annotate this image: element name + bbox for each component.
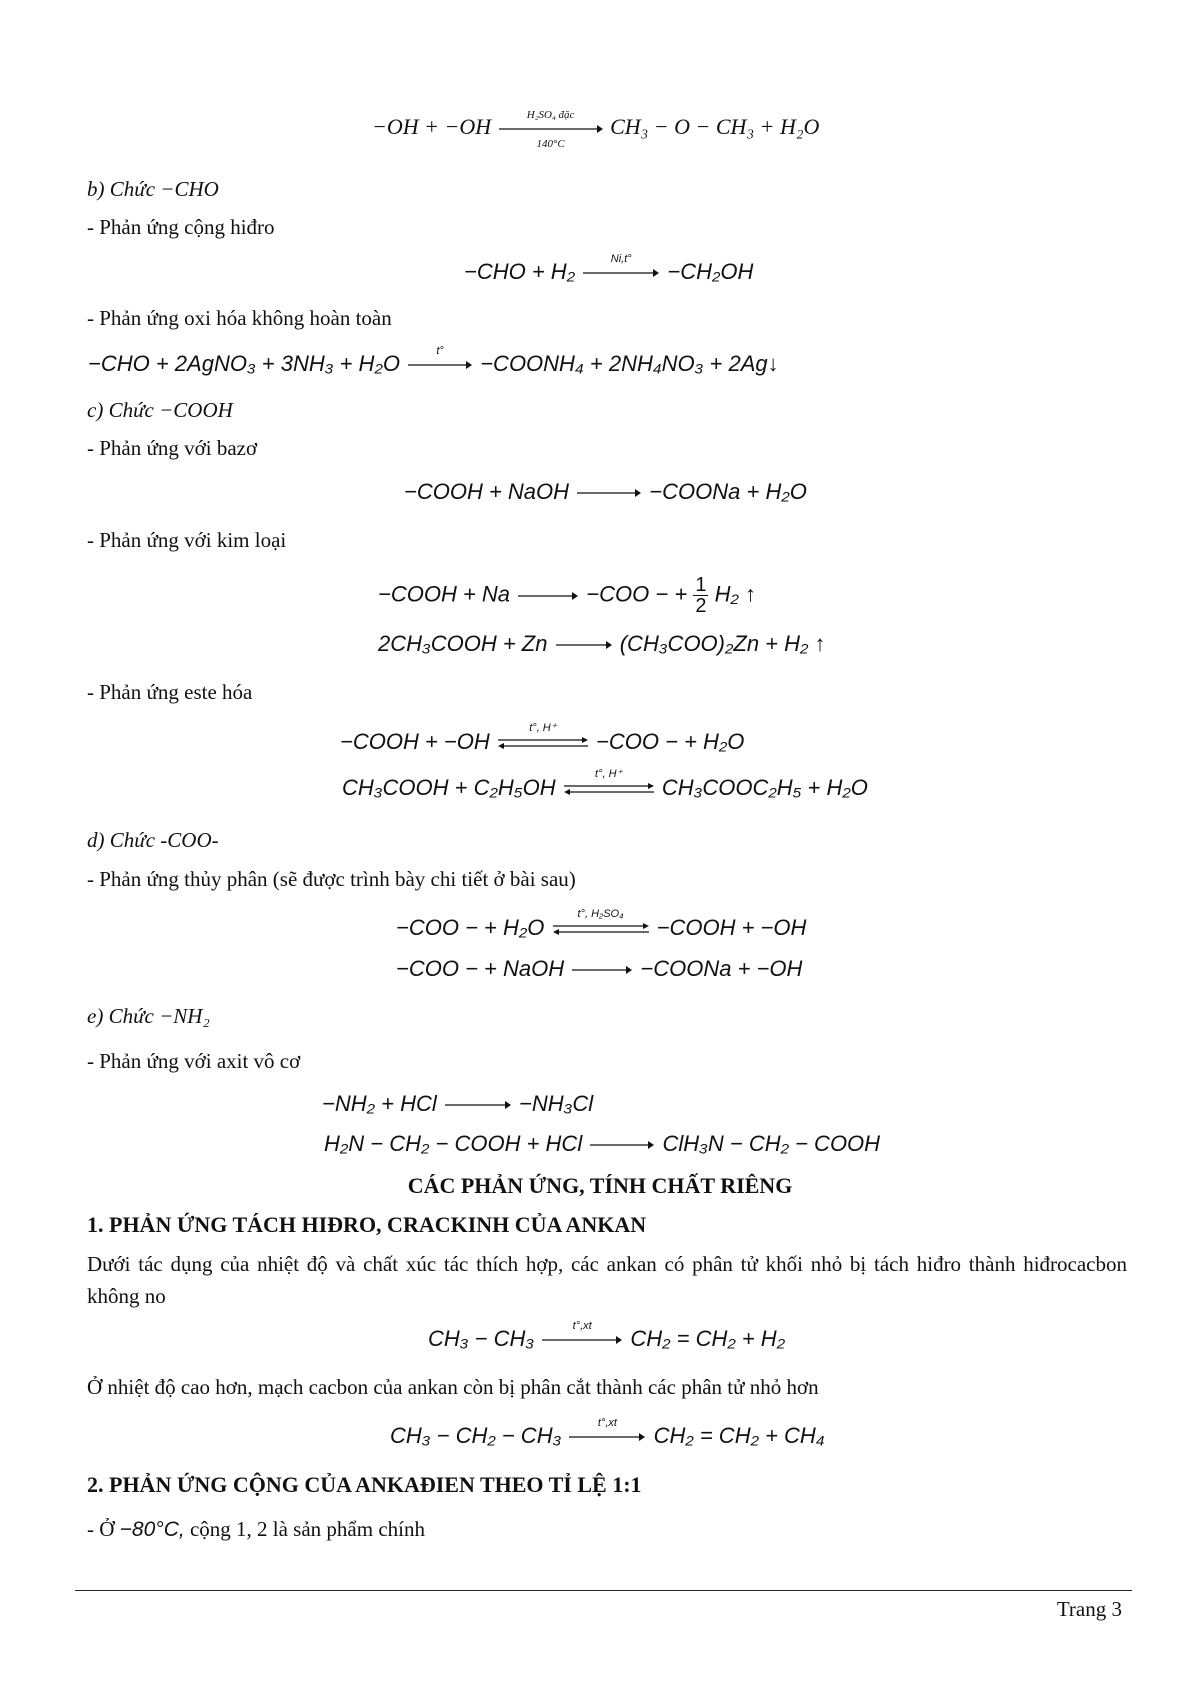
- section-2-title: 2. PHẢN ỨNG CỘNG CỦA ANKAĐIEN THEO TỈ LỆ 1:1: [87, 1472, 642, 1497]
- arrow-condition: t°, H⁺: [529, 722, 557, 735]
- section-2-item1: [87, 1516, 425, 1543]
- eq-right: −COONH₄ + 2NH₄NO₃ + 2Ag↓: [480, 351, 779, 376]
- eq-right: −COO − +: [586, 581, 688, 607]
- equation-d2: [396, 955, 802, 983]
- page-number: Trang 3: [1056, 1597, 1122, 1621]
- reaction-arrow: [569, 1417, 645, 1442]
- arrow-icon: [542, 1335, 622, 1345]
- arrow-icon: [556, 640, 612, 650]
- section-d-title: d) Chức -COO-: [87, 828, 219, 852]
- section-1-title: 1. PHẢN ỨNG TÁCH HIĐRO, CRACKINH CỦA ANKAN: [87, 1212, 647, 1237]
- eq-left: −NH₂ + HCl: [322, 1091, 437, 1116]
- eq-left: H₂N − CH₂ − COOH + HCl: [324, 1131, 583, 1156]
- equation-d1: [396, 908, 807, 942]
- eq-right: CH₃COOC₂H₅ + H₂O: [661, 775, 868, 800]
- section-c-item2: - Phản ứng với kim loại: [87, 528, 287, 552]
- arrow-condition: t°: [436, 345, 444, 358]
- reaction-arrow: [572, 965, 632, 975]
- arrow-condition: t°,xt: [597, 1417, 617, 1430]
- section-c-title: c) Chức −COOH: [87, 398, 233, 422]
- equation-ether: [372, 108, 820, 150]
- reaction-arrow: [518, 591, 578, 601]
- temperature-value: −80°C,: [119, 1518, 185, 1541]
- eq-left: 2CH₃COOH + Zn: [378, 631, 548, 656]
- equation-e1: [322, 1090, 593, 1118]
- arrow-condition-bottom: 140°C: [536, 137, 565, 150]
- eq-left: CH₃COOH + C₂H₅OH: [342, 775, 556, 800]
- fraction-one-half: [693, 575, 708, 616]
- section-c-item1: - Phản ứng với bazơ: [87, 436, 258, 460]
- reaction-arrow: [556, 640, 612, 650]
- section-c-item3: - Phản ứng este hóa: [87, 680, 253, 704]
- eq-left: −COOH + −OH: [340, 729, 490, 754]
- equation-e2: [324, 1130, 880, 1158]
- arrow-icon: [590, 1140, 654, 1150]
- eq-right: −COONa + −OH: [640, 956, 803, 981]
- arrow-icon: [572, 965, 632, 975]
- eq-left: −CHO + H₂: [464, 259, 576, 284]
- arrow-icon: [577, 488, 641, 498]
- reaction-arrow: [408, 345, 472, 370]
- eq-left: −COO − + NaOH: [396, 956, 565, 981]
- arrow-icon: [518, 591, 578, 601]
- eq-right: ClH₃N − CH₂ − COOH: [662, 1131, 881, 1156]
- arrow-condition: Ni,t°: [610, 253, 632, 266]
- item-suffix: cộng 1, 2 là sản phẩm chính: [189, 1517, 425, 1541]
- reversible-arrow-icon: [498, 737, 588, 749]
- reaction-arrow: [445, 1100, 511, 1110]
- fraction-denominator: 2: [695, 595, 707, 617]
- section-e-item1: - Phản ứng với axit vô cơ: [87, 1049, 301, 1073]
- arrow-icon: [445, 1100, 511, 1110]
- reversible-arrow-icon: [564, 783, 654, 795]
- equation-c4: [340, 722, 745, 756]
- equation-1-2: [390, 1417, 825, 1450]
- equation-b1: [464, 253, 754, 286]
- footer-divider: [75, 1590, 1132, 1591]
- arrow-icon: [569, 1432, 645, 1442]
- eq-right: −COO − + H₂O: [596, 729, 745, 754]
- section-d-item1: - Phản ứng thủy phân (sẽ được trình bày chi tiết ở bài sau): [87, 867, 576, 891]
- main-heading: CÁC PHẢN ỨNG, TÍNH CHẤT RIÊNG: [407, 1173, 793, 1198]
- eq-right-tail: H₂ ↑: [714, 581, 756, 607]
- equation-1-1: [428, 1320, 786, 1353]
- arrow-icon: [408, 360, 472, 370]
- equation-c2: [378, 575, 756, 616]
- eq-right: −COOH + −OH: [656, 915, 807, 940]
- eq-right: −CH₂OH: [667, 259, 754, 284]
- section-b-title: b) Chức −CHO: [87, 177, 219, 201]
- eq-right: −NH₃Cl: [519, 1091, 594, 1116]
- section-e-title: e) Chức −NH₂: [87, 1004, 210, 1028]
- equation-c1: [404, 478, 807, 506]
- eq-left: CH₃ − CH₂ − CH₃: [390, 1423, 562, 1448]
- equation-b2: [88, 345, 779, 378]
- equation-c5: [342, 768, 868, 802]
- reaction-arrow: [499, 108, 603, 150]
- arrow-icon: [583, 268, 659, 278]
- reaction-arrow: [577, 488, 641, 498]
- eq-left: −OH + −OH: [372, 114, 492, 139]
- reaction-arrow: [542, 1320, 622, 1345]
- arrow-condition: H₂SO₄ đặc: [526, 108, 575, 121]
- reaction-arrow: [590, 1140, 654, 1150]
- eq-left: −COO − + H₂O: [396, 915, 545, 940]
- section-b-item1: - Phản ứng cộng hiđro: [87, 215, 275, 239]
- item-prefix: - Ở: [87, 1517, 115, 1541]
- section-b-item2: - Phản ứng oxi hóa không hoàn toàn: [87, 306, 392, 330]
- arrow-condition: t°, H₂SO₄: [577, 908, 624, 921]
- arrow-condition: t°, H⁺: [595, 768, 623, 781]
- equation-c3: [378, 630, 826, 658]
- section-1-paragraph-1: Dưới tác dụng của nhiệt độ và chất xúc tác thích hợp, các ankan có phân tử khối nhỏ bị tách hiđro thành hiđrocacbon không no: [87, 1252, 1127, 1308]
- arrow-condition: t°,xt: [572, 1320, 592, 1333]
- eq-left: −COOH + NaOH: [404, 479, 570, 504]
- section-1-paragraph-2: Ở nhiệt độ cao hơn, mạch cacbon của ankan còn bị phân cắt thành các phân tử nhỏ hơn: [87, 1375, 819, 1399]
- eq-right: CH₂ = CH₂ + CH₄: [653, 1423, 825, 1448]
- reversible-arrow: [553, 908, 649, 935]
- eq-left: CH₃ − CH₃: [428, 1326, 535, 1351]
- arrow-icon: [499, 124, 603, 134]
- eq-right: (CH₃COO)₂Zn + H₂ ↑: [619, 631, 826, 656]
- eq-right: CH₂ = CH₂ + H₂: [630, 1326, 786, 1351]
- eq-left: −COOH + Na: [378, 581, 511, 607]
- reaction-arrow: [583, 253, 659, 278]
- eq-left: −CHO + 2AgNO₃ + 3NH₃ + H₂O: [88, 351, 400, 376]
- reversible-arrow: [498, 722, 588, 749]
- eq-right: CH₃ − O − CH₃ + H₂O: [610, 114, 820, 139]
- reversible-arrow-icon: [553, 923, 649, 935]
- fraction-numerator: 1: [695, 574, 707, 596]
- eq-right: −COONa + H₂O: [649, 479, 807, 504]
- reversible-arrow: [564, 768, 654, 795]
